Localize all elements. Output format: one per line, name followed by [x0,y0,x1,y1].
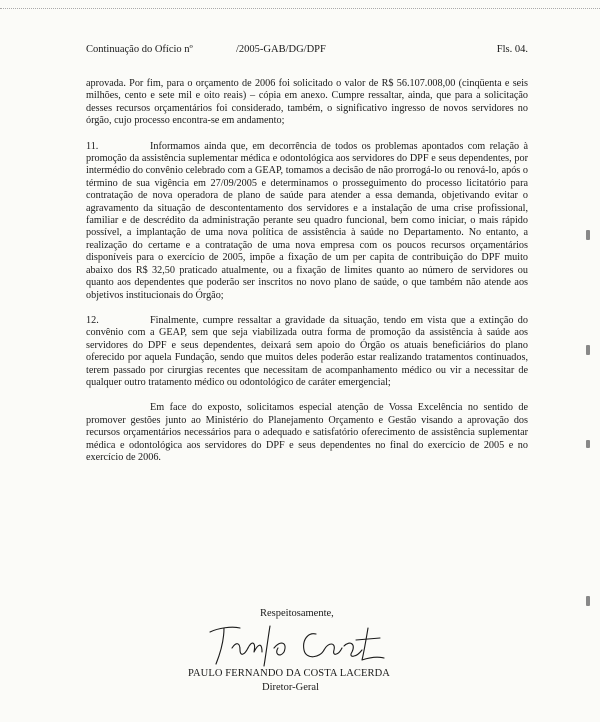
paragraph-12 [86,315,528,389]
header-continuation: Continuação do Ofício nº [86,44,193,55]
paragraph-11 [86,141,528,302]
paragraph-continuation: aprovada. Por fim, para o orçamento de 2006 foi solicitado o valor de R$ 56.107.008,00 (cinqüenta e seis milhões, cento e sete mil e oito reais) – cópia em anexo. Cumpre ressaltar, ainda, que para a solicitação desses recursos orçamentários foi considerado, também, o significativo ingresso de novos servidores no órgão, cujo processo encontra-se em andamento; [86,78,528,127]
handwritten-signature [196,618,416,672]
paragraph-closing: Em face do exposto, solicitamos especial atenção de Vossa Excelência no sentido de promover gestões junto ao Ministério do Planejamento Orçamento e Gestão visando a aprovação dos recursos orçamentários necessários para o adequado e satisfatório oferecimento de assistência suplementar médica e odontológica aos servidores do DPF e seus dependentes no final do exercício de 2005 e no exercício de 2006. [86,402,528,463]
margin-mark [586,596,590,606]
paragraph-12-text: Finalmente, cumpre ressaltar a gravidade da situação, tendo em vista que a extinção do convênio com a GEAP, sem que seja viabilizada outra forma de promoção da assistência à saúde aos servidores do DPF e seus dependentes, deixará sem apoio do Órgão os atuais beneficiários do plano oferecido por aquela Fundação, sendo que muitos deles poderão estar realizando tratamentos continuados, terem passado por cirurgias recentes que necessitam de acompanhamento médico ou vir a necessitar de qualquer outro tratamento médico ou odontológico de caráter emergencial; [86,314,528,388]
scan-top-edge [0,0,600,9]
signer-title: Diretor-Geral [262,682,319,693]
header-page-number: Fls. 04. [496,44,528,55]
header-reference: /2005-GAB/DG/DPF [236,44,326,55]
margin-mark [586,230,590,240]
margin-mark [586,345,590,355]
paragraph-12-number: 12. [86,314,99,326]
margin-mark [586,440,590,448]
page-header [86,44,528,55]
signer-name: PAULO FERNANDO DA COSTA LACERDA [188,668,390,679]
paragraph-11-number: 11. [86,140,99,152]
paragraph-11-text: Informamos ainda que, em decorrência de todos os problemas apontados com relação à promoção da assistência suplementar médica e odontológica aos servidores do DPF e seus dependentes, por intermédio do convênio celebrado com a GEAP, tomamos a decisão de não prorrogá-lo ou renová-lo, após o término de sua vigência em 27/09/2005 e determinamos o prosseguimento do processo licitatório para contratação de nova operadora de plano de saúde para atender a essa demanda, objetivando evitar o agravamento da situação de descontentamento dos servidores e a instalação de uma crise profissional, familiar e de descrédito da administração perante seu quadro funcional, bem como iniciar, o mais rápido possível, a implantação de uma nova política de assistência à saúde no Departamento. No entanto, a realização do certame e a contratação de uma nova empresa com os poucos recursos orçamentários disponíveis para o exercício de 2005, impõe a fixação de um per capita de contribuição do DPF muito abaixo dos R$ 32,50 praticado atualmente, ou a fixação de limites quanto ao número de servidores ou quanto aos dependentes que poderão ser inscritos no novo plano de saúde, o que também não atende aos objetivos institucionais do Órgão; [86,140,528,301]
sign-off-greeting: Respeitosamente, [260,608,334,619]
letter-body [86,78,528,464]
